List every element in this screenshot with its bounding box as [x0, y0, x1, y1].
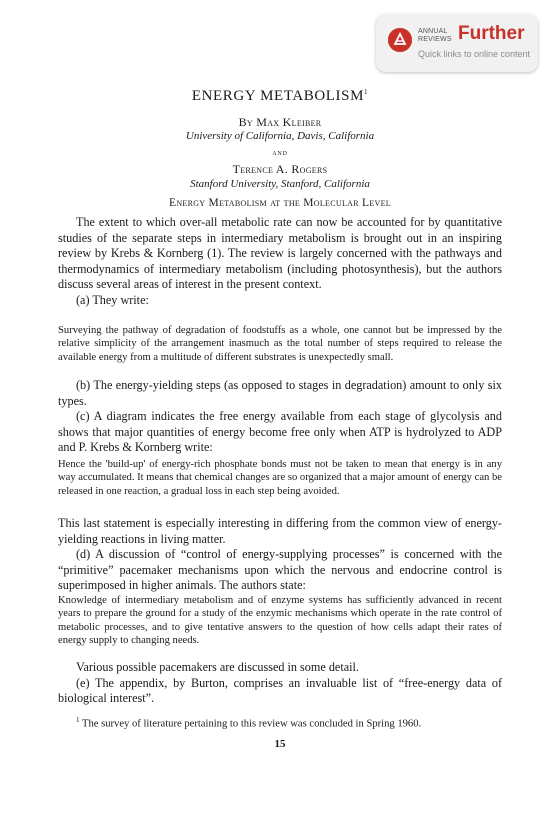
paragraph-3: (b) The energy-yielding steps (as opposed to stages in degradation) amount to only six types. [58, 378, 502, 408]
badge-subtitle[interactable]: Quick links to online content [418, 49, 531, 59]
body-block-4 [58, 660, 502, 707]
affiliation-2: Stanford University, Stanford, California [190, 178, 370, 190]
affiliation-1: University of California, Davis, California [185, 130, 375, 142]
badge-further-label[interactable]: Further [458, 23, 525, 44]
section-heading: Energy Metabolism at the Molecular Level [169, 197, 391, 209]
paragraph-4: (c) A diagram indicates the free energy available from each stage of glycolysis and shows that major quantities of energy become free only when ATP is hydrolyzed to ADP and P. Krebs & Kornberg write: [58, 409, 502, 454]
further-badge[interactable] [376, 14, 538, 72]
article-title [0, 88, 560, 105]
author-2: Terence A. Rogers [232, 162, 328, 176]
paragraph-5: This last statement is especially interesting in differing from the common view of energy-yielding reactions in living matter. [58, 516, 502, 546]
footnote [58, 714, 502, 731]
paragraph-6: (d) A discussion of “control of energy-supplying processes” is concerned with the “primitive” pacemaker mechanisms upon which the nervous and endocrine control is superimposed in higher animals. The authors state: [58, 547, 502, 592]
paragraph-8: (e) The appendix, by Burton, comprises an invaluable list of “free-energy data of biological interest”. [58, 675, 502, 705]
paragraph-1: The extent to which over-all metabolic rate can now be accounted for by quantitative studies of the separate steps in intermediary metabolism is brought out in an inspiring review by Krebs & Kornberg (1). The review is largely concerned with the pathways and thermodynamics of intermediary metabolism (including photosynthesis), but the authors discuss several areas of interest in the present context. [58, 215, 502, 291]
annual-reviews-logo-icon [388, 28, 412, 52]
page-number: 15 [274, 738, 286, 750]
paragraph-7: Various possible pacemakers are discussed in some detail. [76, 660, 359, 674]
footnote-text: The survey of literature pertaining to this review was concluded in Spring 1960. [81, 718, 422, 730]
title-footnote-mark: 1 [364, 88, 369, 96]
quote-2: Hence the 'build-up' of energy-rich phosphate bonds must not be taken to mean that energy is in any way accumulated. It means that chemical changes are so organized that a major amount of energy can be released in one reaction, a gradual loss in each step being avoided. [58, 459, 502, 497]
badge-brand-line2: REVIEWS [418, 36, 452, 43]
author-1: By Max Kleiber [238, 115, 322, 129]
badge-brand-line1: ANNUAL [418, 28, 448, 35]
body-block-3 [58, 516, 502, 594]
badge-brand [418, 28, 452, 44]
paragraph-2: (a) They write: [76, 292, 149, 307]
quote-3: Knowledge of intermediary metabolism and of enzyme systems has sufficiently advanced in recent years to prepare the ground for a study of the enzymic mechanisms which operate in the rate control of metabolic processes, and to give tentative answers to the question of how cells adapt their rates of energy supply to changing needs. [58, 595, 502, 647]
footnote-mark: 1 [76, 716, 80, 724]
body-block-2 [58, 378, 502, 456]
and-word: and [272, 147, 288, 157]
quote-1: Surveying the pathway of degradation of foodstuffs as a whole, one cannot but be impressed by the relative simplicity of the arrangement inasmuch as the total number of steps required to release the available energy from a multitude of different substrates is unexpectedly small. [58, 325, 502, 363]
article-title-text: ENERGY METABOLISM [191, 88, 365, 104]
body-block-1 [58, 215, 502, 308]
